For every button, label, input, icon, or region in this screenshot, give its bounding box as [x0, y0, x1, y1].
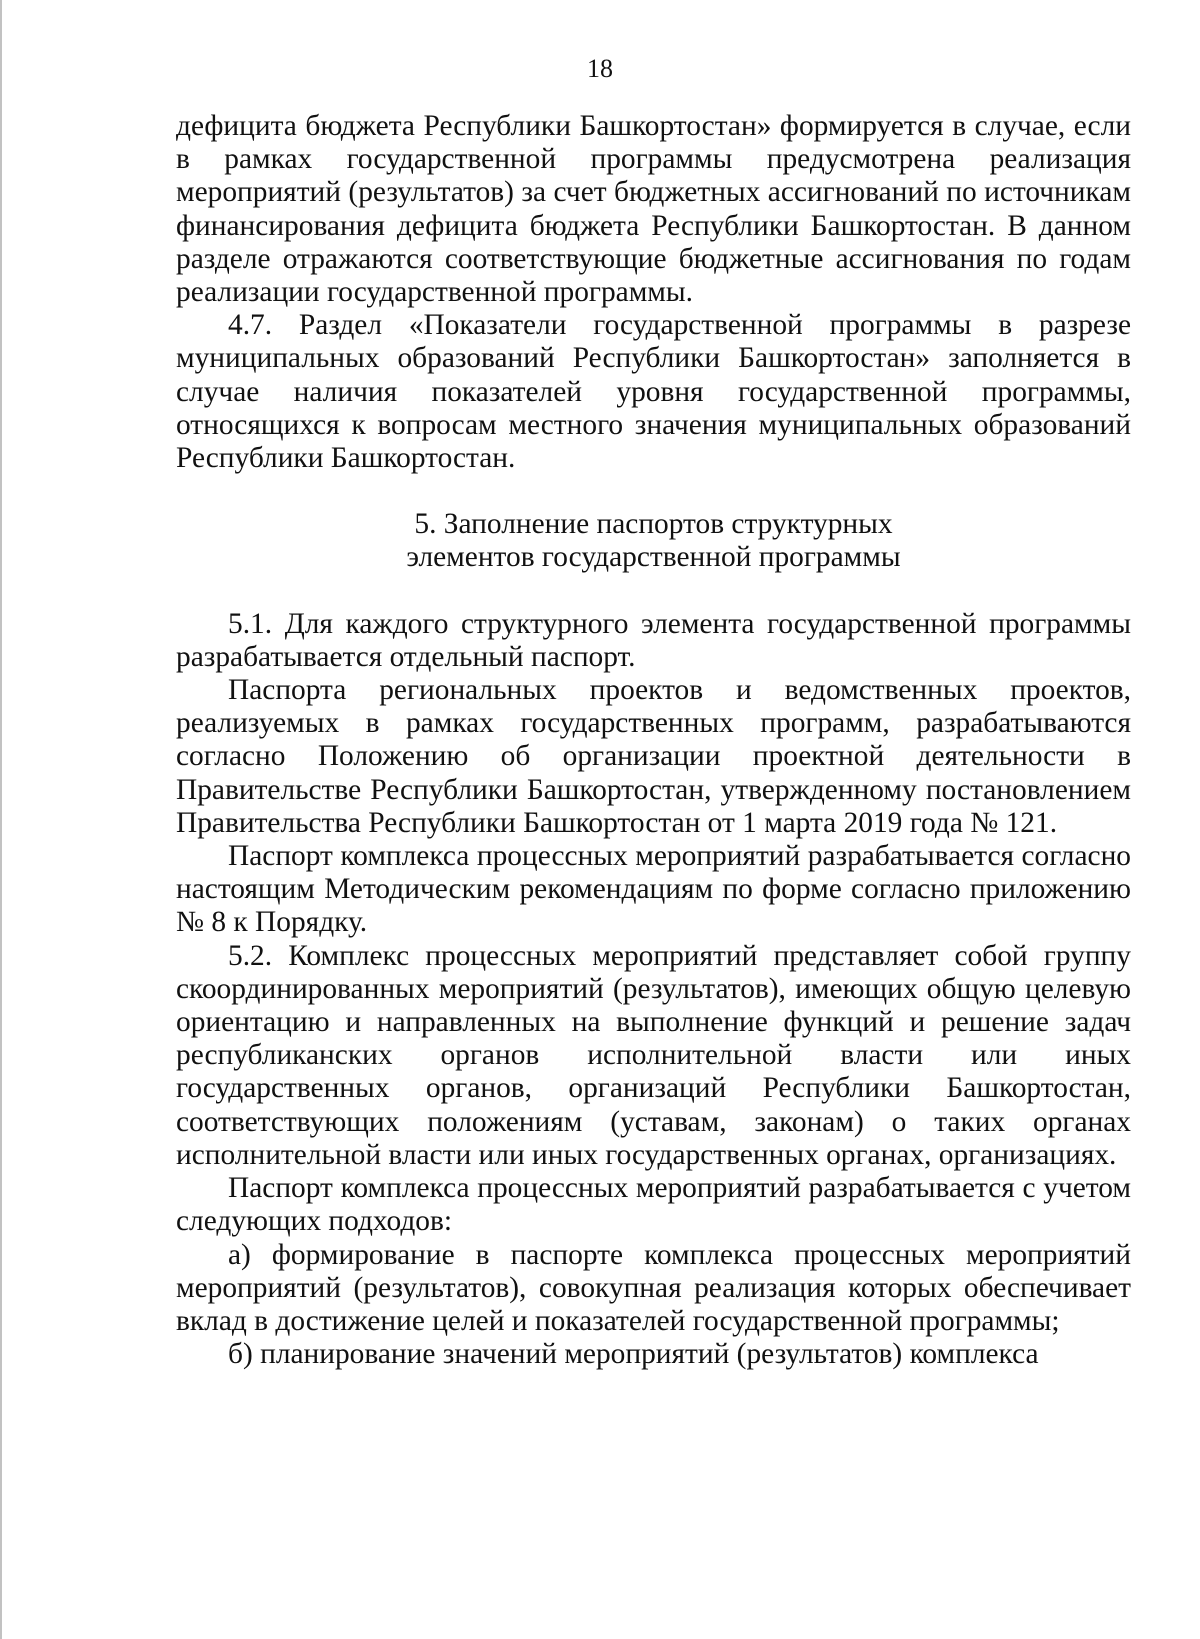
section-heading-5 [176, 508, 1131, 574]
paragraph-regional-projects-passports: Паспорта региональных проектов и ведомственных проектов, реализуемых в рамках государственных программ, разрабатываются согласно Положению об организации проектной деятельности в Правительстве Республики Башкортостан, утвержденному постановлением Правительства Республики Башкортостан от 1 марта 2019 года № 121. [176, 674, 1131, 839]
paragraph-5-2: 5.2. Комплекс процессных мероприятий представляет собой группу скоординированных мероприятий (результатов), имеющих общую целевую ориентацию и направленных на выполнение функций и решение задач республиканских органов исполнительной власти или иных государственных органов, организаций Республики Башкортостан, соответствующих положениям (уставам, законам) о таких органах исполнительной власти или иных государственных органах, организациях. [176, 939, 1131, 1171]
list-item-a: а) формирование в паспорте комплекса процессных мероприятий мероприятий (результатов), совокупная реализация которых обеспечивает вклад в достижение целей и показателей государственной программы; [176, 1238, 1131, 1337]
paragraph-5-1: 5.1. Для каждого структурного элемента государственной программы разрабатывается отдельный паспорт. [176, 607, 1131, 673]
list-item-b: б) планирование значений мероприятий (результатов) комплекса [228, 1338, 1039, 1371]
paragraph-4-7: 4.7. Раздел «Показатели государственной программы в разрезе муниципальных образований Республики Башкортостан» заполняется в случае наличия показателей уровня государственной программы, относящихся к вопросам местного значения муниципальных образований Республики Башкортостан. [176, 309, 1131, 475]
section-heading-line-1: 5. Заполнение паспортов структурных [414, 508, 893, 541]
paragraph-process-complex-passport: Паспорт комплекса процессных мероприятий разрабатывается согласно настоящим Методическим рекомендациям по форме согласно приложению № 8 к Порядку. [176, 840, 1131, 939]
paragraph-approaches-intro: Паспорт комплекса процессных мероприятий разрабатывается с учетом следующих подходов: [176, 1172, 1131, 1238]
document-body [176, 110, 1131, 1371]
page-number: 18 [587, 54, 613, 83]
scan-edge-line [0, 0, 2, 1639]
section-heading-line-2: элементов государственной программы [406, 541, 901, 574]
paragraph-deficit-budget-continuation: дефицита бюджета Республики Башкортостан» формируется в случае, если в рамках государственной программы предусмотрена реализация мероприятий (результатов) за счет бюджетных ассигнований по источникам финансирования дефицита бюджета Республики Башкортостан. В данном разделе отражаются соответствующие бюджетные ассигнования по годам реализации государственной программы. [176, 110, 1131, 309]
